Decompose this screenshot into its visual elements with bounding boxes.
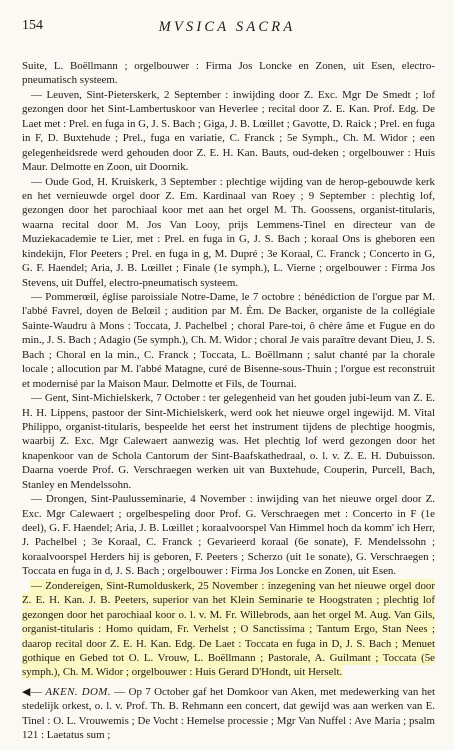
paragraph-pommeroeil: — Pommerœil, église paroissiale Notre-Dame, le 7 octobre : bénédiction de l'orgue par M. l'abbé Favrel, doyen de Belœil ; audition par M. Ém. De Backer, organiste de la collégiale Sainte-Waudru à Mons : Toccata, J. Pachelbel ; choral Pare-toi, ô chère âme et Fugue en do min., J. S. Bach ; Adagio (5e symph.), Ch. M. Widor ; choral Je vais paraître devant Dieu, J. S. Bach ; Choral en la min., C. Franck ; Toccata, L. Boëllmann ; salut chanté par la chorale locale ; allocution par M. l'abbé Matagne, curé de Bisenne-sous-Thuin ; l'orgue est reconstruit et modernisé par la Maison Maur. Delmotte et Fils, de Tournai. (22, 291, 435, 390)
paragraph-gent: — Gent, Sint-Michielskerk, 7 October : ter gelegenheid van het gouden jubi-leum van Z. E. H. H. Lippens, pastoor der Sint-Michielskerk, werd ook het nieuwe orgel ingewijd. M. Vital Philippo, organist-titularis, bespeelde het eerst het instrument tijdens de plechtige hoogmis, waarbij Z. Exc. Mgr Calewaert aanwezig was. Het plechtig lof werd gezongen door het knapenkoor van de Schola Cantorum der Sint-Baafskathedraal, o. l. v. Z. E. H. Dubuisson. Daarna voerde Prof. G. Verschraegen werken uit van Buxtehude, Couperin, Purcell, Bach, Stanley en Mendelssohn. (22, 392, 435, 491)
paragraph-drongen: — Drongen, Sint-Paulusseminarie, 4 November : inwijding van het nieuwe orgel door Z. Exc. Mgr Calewaert ; orgelbespeling door Prof. G. Verschraegen met : Concerto in F (1e deel), G. F. Haendel; Aria, J. B. Lœillet ; koraalvoorspel Van Himmel hoch da komm' ich Herr, J. Pachelbel ; 3e Koraal, C. Franck ; Gevarieerd koraal (6e sonate), F. Mendelssohn ; koraalvoorspel Herders hij is geboren, F. Peeters ; Scherzo (uit 1e sonate), G. Verschraegen ; Toccata en fuga in d, J. S. Bach ; orgelbouwer : Firma Jos Loncke en Zonen, uit Esen. (22, 493, 435, 578)
section-aken (22, 685, 435, 743)
paragraph-zondereigen (22, 579, 435, 680)
page-number: 154 (22, 18, 43, 33)
section-bullet-icon: ◀— (22, 685, 46, 698)
paragraph-continued: Suite, L. Boëllmann ; orgelbouwer : Firma Jos Loncke en Zonen, uit Esen, electro-pneumatisch systeem. (22, 60, 435, 87)
section-text: — Op 7 October gaf het Domkoor van Aken, met medewerking van het stedelijk orkest, o. l. v. Prof. Th. B. Rehmann een concert, dat gewijd was aan werken van E. Tinel : O. L. Vrouwemis ; De Vocht : Hemelse processie ; Mgr Van Nuffel : Ave Maria ; psalm 121 : Laetatus sum ; (22, 685, 435, 742)
highlighted-text: — Zondereigen, Sint-Rumolduskerk, 25 November : inzegening van het nieuwe orgel door Z. E. H. Kan. J. B. Peeters, superior van het Klein Seminarie te Hoogstraten ; plechtig lof gezongen door het parochiaal koor o. l. v. M. Fr. Willebrods, aan het orgel M. Aug. Van Gils, organist-titularis : Homo quidam, Fr. Verhelst ; O Sanctissima ; Tantum Ergo, Stan Nees ; daarop recital door Z. E. H. Kan. Edg. De Laet : Toccata en fuga in D, J. S. Bach ; Menuet gothique en Gebed tot O. L. Vrouw, L. Boëllmann ; Pastorale, A. Guilmant ; Toccata (5e symph.), Ch. M. Widor ; orgelbouwer : Huis Gerard D'Hondt, uit Herselt. (22, 579, 435, 679)
paragraph-oude-god: — Oude God, H. Kruiskerk, 3 September : plechtige wijding van de herop-gebouwde kerk en het vernieuwde orgel door Z. Em. Kardinaal van Roey ; 9 September : plechtig lof, gezongen door het parochiaal koor met aan het orgel M. Th. Goossens, organist-titularis, waarna recital door M. Jos Van Looy, prijs Lemmens-Tinel en directeur van de Muziekacademie te Lier, met : Prel. en fuga in G, J. S. Bach ; koraal Ons is gheboren een kindekijn, Flor Peeters ; Prel. en fuga in g, M. Dupré ; 3e Koraal, C. Franck ; Concerto in G, G. F. Haendel; Aria, J. B. Lœillet ; Finale (1e symph.), L. Vierne ; orgelbouwer : Firma Jos Stevens, uit Duffel, electro-pneumatisch systeem. (22, 175, 435, 289)
page-header (22, 16, 432, 40)
paragraph-leuven: — Leuven, Sint-Pieterskerk, 2 September : inwijding door Z. Exc. Mgr De Smedt ; lof gezongen door het Sint-Lambertuskoor van Heverlee ; recital door Z. E. Kan. Prof. Edg. De Laet met : Prel. en fuga in G, J. S. Bach ; Giga, J. B. Lœillet ; Gavotte, D. Raick ; Prel. en fuga in F, D. Buxtehude ; Prel., fuga en variatie, C. Franck ; 5e Symph., Ch. M. Widor ; een gelegenheidsrede werd gehouden door Z. E. H. Kan. Bauts, oud-deken ; orgelbouwer : Huis Maur. Delmotte en Zoon, uit Doornik. (22, 88, 435, 174)
body-text (22, 59, 435, 743)
section-heading: AKEN. DOM. (45, 685, 111, 698)
running-title: MVSICA SACRA (158, 19, 296, 35)
